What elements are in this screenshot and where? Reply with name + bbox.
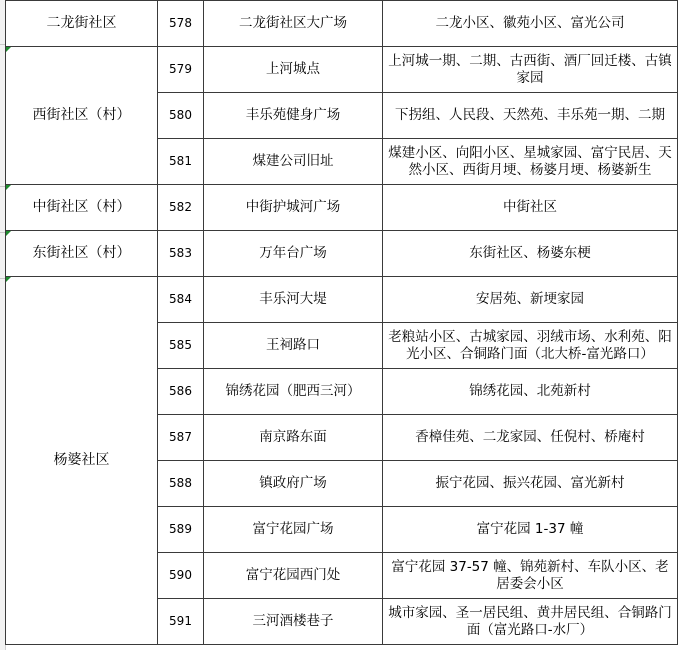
number-cell[interactable]: 580 <box>158 93 204 139</box>
number-cell[interactable]: 582 <box>158 185 204 231</box>
community-cell[interactable] <box>6 277 158 645</box>
site-cell[interactable]: 南京路东面 <box>204 415 383 461</box>
community-label: 中街社区（村） <box>32 199 131 215</box>
number-cell[interactable]: 590 <box>158 553 204 599</box>
number-cell[interactable]: 584 <box>158 277 204 323</box>
cell-marker <box>6 185 11 190</box>
site-cell[interactable]: 二龙街社区大广场 <box>204 1 383 47</box>
coverage-cell[interactable]: 锦绣花园、北苑新村 <box>383 369 678 415</box>
number-cell[interactable]: 583 <box>158 231 204 277</box>
table-row <box>6 277 678 323</box>
number-cell[interactable]: 586 <box>158 369 204 415</box>
cell-marker <box>6 277 11 282</box>
number-cell[interactable]: 585 <box>158 323 204 369</box>
cell-marker <box>6 47 11 52</box>
site-cell[interactable]: 上河城点 <box>204 47 383 93</box>
community-cell[interactable] <box>6 47 158 185</box>
coverage-cell[interactable]: 下拐组、人民段、天然苑、丰乐苑一期、二期 <box>383 93 678 139</box>
coverage-cell[interactable]: 中街社区 <box>383 185 678 231</box>
coverage-cell[interactable]: 城市家园、圣一居民组、黄井居民组、合铜路门面（富光路口-水厂） <box>383 599 678 645</box>
site-cell[interactable]: 富宁花园西门处 <box>204 553 383 599</box>
site-table <box>5 0 678 645</box>
site-cell[interactable]: 万年台广场 <box>204 231 383 277</box>
table-row <box>6 231 678 277</box>
coverage-cell[interactable]: 老粮站小区、古城家园、羽绒市场、水利苑、阳光小区、合铜路门面（北大桥-富光路口） <box>383 323 678 369</box>
community-cell[interactable] <box>6 231 158 277</box>
number-cell[interactable]: 589 <box>158 507 204 553</box>
community-label: 西街社区（村） <box>32 107 131 123</box>
site-cell[interactable]: 王祠路口 <box>204 323 383 369</box>
table-row <box>6 185 678 231</box>
coverage-cell[interactable]: 富宁花园 1-37 幢 <box>383 507 678 553</box>
site-cell[interactable]: 煤建公司旧址 <box>204 139 383 185</box>
table-row <box>6 1 678 47</box>
community-cell[interactable] <box>6 185 158 231</box>
number-cell[interactable]: 588 <box>158 461 204 507</box>
coverage-cell[interactable]: 上河城一期、二期、古西街、酒厂回迁楼、古镇家园 <box>383 47 678 93</box>
site-cell[interactable]: 镇政府广场 <box>204 461 383 507</box>
site-cell[interactable]: 丰乐苑健身广场 <box>204 93 383 139</box>
site-cell[interactable]: 锦绣花园（肥西三河） <box>204 369 383 415</box>
community-label: 东街社区（村） <box>32 245 131 261</box>
table-row <box>6 47 678 93</box>
coverage-cell[interactable]: 东街社区、杨婆东梗 <box>383 231 678 277</box>
coverage-cell[interactable]: 香樟佳苑、二龙家园、任倪村、桥庵村 <box>383 415 678 461</box>
site-cell[interactable]: 三河酒楼巷子 <box>204 599 383 645</box>
number-cell[interactable]: 581 <box>158 139 204 185</box>
coverage-cell[interactable]: 安居苑、新埂家园 <box>383 277 678 323</box>
site-cell[interactable]: 丰乐河大堤 <box>204 277 383 323</box>
community-cell[interactable]: 二龙街社区 <box>6 1 158 47</box>
coverage-cell[interactable]: 煤建小区、向阳小区、星城家园、富宁民居、天然小区、西街月埂、杨婆月埂、杨婆新生 <box>383 139 678 185</box>
site-cell[interactable]: 富宁花园广场 <box>204 507 383 553</box>
coverage-cell[interactable]: 富宁花园 37-57 幢、锦苑新村、车队小区、老居委会小区 <box>383 553 678 599</box>
site-cell[interactable]: 中街护城河广场 <box>204 185 383 231</box>
coverage-cell[interactable]: 振宁花园、振兴花园、富光新村 <box>383 461 678 507</box>
coverage-cell[interactable]: 二龙小区、徽苑小区、富光公司 <box>383 1 678 47</box>
cell-marker <box>6 231 11 236</box>
number-cell[interactable]: 579 <box>158 47 204 93</box>
community-label: 杨婆社区 <box>53 452 110 468</box>
number-cell[interactable]: 578 <box>158 1 204 47</box>
number-cell[interactable]: 587 <box>158 415 204 461</box>
number-cell[interactable]: 591 <box>158 599 204 645</box>
